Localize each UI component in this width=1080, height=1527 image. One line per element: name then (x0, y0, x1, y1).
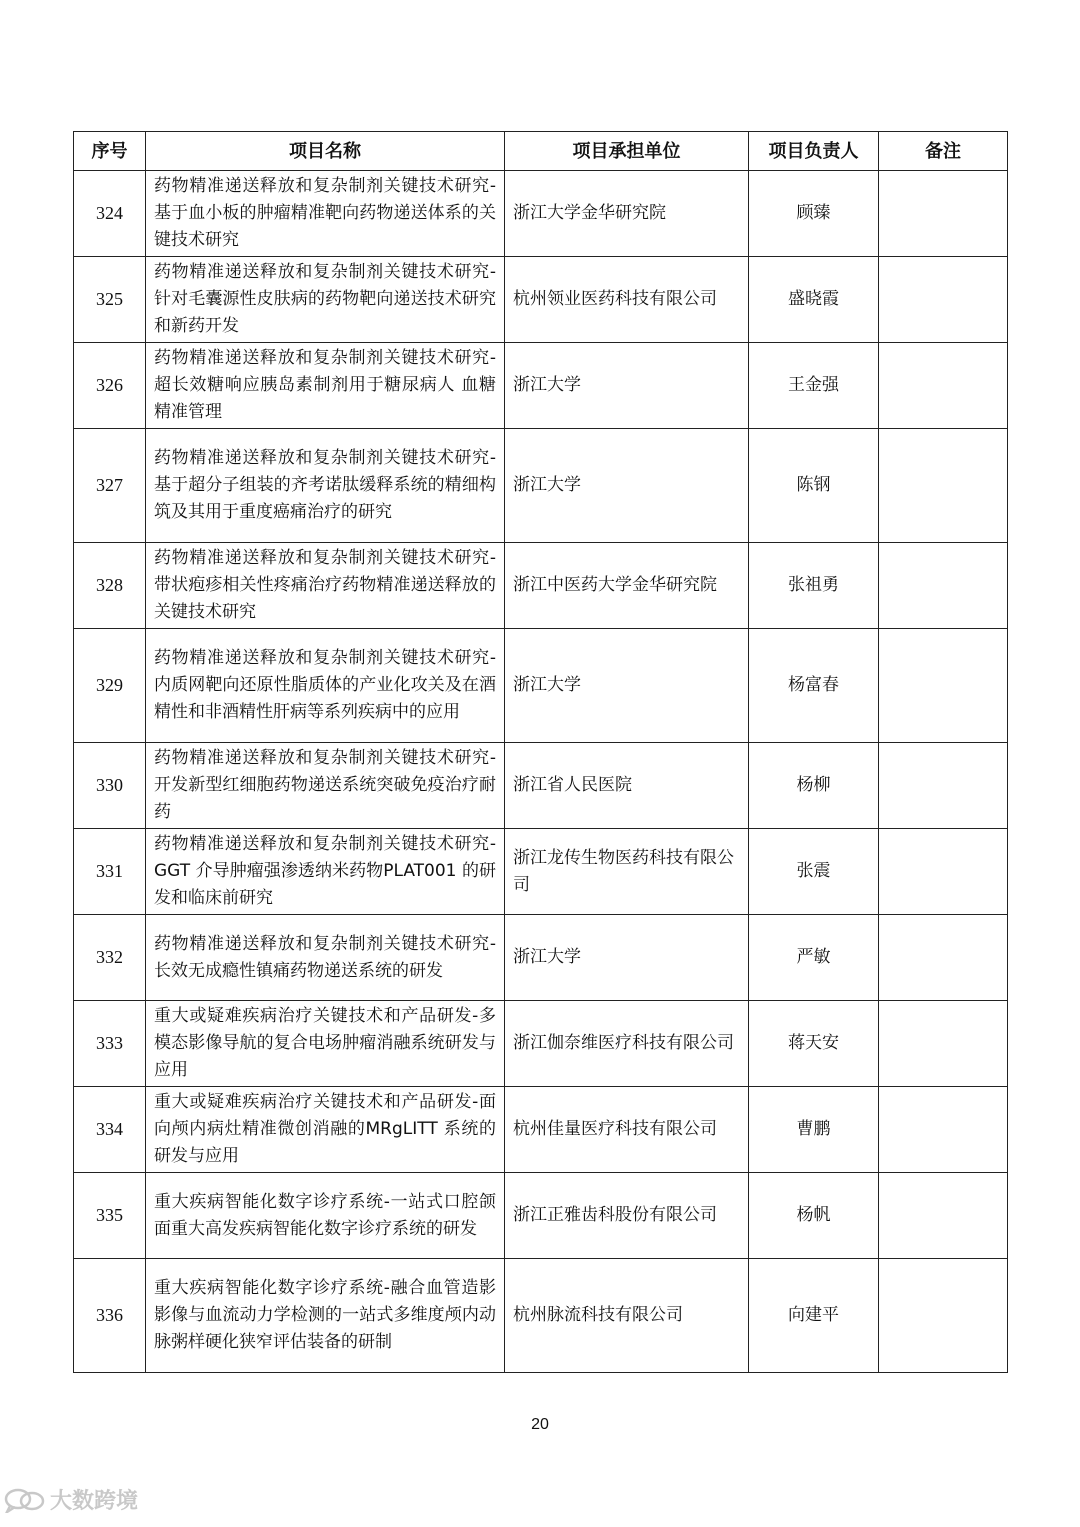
table-row (74, 343, 1008, 429)
cell-leader: 王金强 (749, 343, 879, 429)
cell-remarks (879, 543, 1008, 629)
cell-unit: 浙江大学 (505, 915, 749, 1001)
cell-serial: 336 (74, 1259, 146, 1373)
cell-remarks (879, 1259, 1008, 1373)
table-row (74, 1001, 1008, 1087)
cell-leader: 张祖勇 (749, 543, 879, 629)
cell-leader: 杨富春 (749, 629, 879, 743)
cell-project-name: 药物精准递送释放和复杂制剂关键技术研究-长效无成瘾性镇痛药物递送系统的研发 (146, 915, 505, 1001)
table-header-row (74, 132, 1008, 171)
cell-remarks (879, 343, 1008, 429)
cell-unit: 浙江大学 (505, 429, 749, 543)
cell-leader: 严敏 (749, 915, 879, 1001)
cell-unit: 浙江省人民医院 (505, 743, 749, 829)
cell-remarks (879, 629, 1008, 743)
cell-unit: 浙江龙传生物医药科技有限公司 (505, 829, 749, 915)
cell-leader: 曹鹏 (749, 1087, 879, 1173)
cell-unit: 浙江中医药大学金华研究院 (505, 543, 749, 629)
cell-project-name: 药物精准递送释放和复杂制剂关键技术研究-超长效糖响应胰岛素制剂用于糖尿病人 血糖精准管理 (146, 343, 505, 429)
cell-project-name: 药物精准递送释放和复杂制剂关键技术研究-内质网靶向还原性脂质体的产业化攻关及在酒精性和非酒精性肝病等系列疾病中的应用 (146, 629, 505, 743)
cell-unit: 杭州脉流科技有限公司 (505, 1259, 749, 1373)
watermark (4, 1484, 138, 1515)
cell-serial: 331 (74, 829, 146, 915)
table-row (74, 743, 1008, 829)
header-remarks: 备注 (879, 132, 1008, 171)
cell-project-name: 药物精准递送释放和复杂制剂关键技术研究-开发新型红细胞药物递送系统突破免疫治疗耐药 (146, 743, 505, 829)
cell-remarks (879, 1001, 1008, 1087)
cell-remarks (879, 429, 1008, 543)
cell-serial: 325 (74, 257, 146, 343)
watermark-text: 大数跨境 (50, 1489, 139, 1514)
cell-leader: 顾臻 (749, 171, 879, 257)
cell-remarks (879, 829, 1008, 915)
cell-project-name: 药物精准递送释放和复杂制剂关键技术研究-带状疱疹相关性疼痛治疗药物精准递送释放的关键技术研究 (146, 543, 505, 629)
table-row (74, 429, 1008, 543)
cell-leader: 蒋天安 (749, 1001, 879, 1087)
cell-unit: 浙江伽奈维医疗科技有限公司 (505, 1001, 749, 1087)
table-row (74, 1087, 1008, 1173)
cell-remarks (879, 1173, 1008, 1259)
cell-unit: 杭州领业医药科技有限公司 (505, 257, 749, 343)
cell-serial: 335 (74, 1173, 146, 1259)
cell-serial: 334 (74, 1087, 146, 1173)
table-row (74, 1259, 1008, 1373)
cell-serial: 328 (74, 543, 146, 629)
cell-unit: 浙江大学 (505, 629, 749, 743)
table-row (74, 915, 1008, 1001)
header-serial: 序号 (74, 132, 146, 171)
cell-unit: 杭州佳量医疗科技有限公司 (505, 1087, 749, 1173)
cell-project-name: 药物精准递送释放和复杂制剂关键技术研究-GGT 介导肿瘤强渗透纳米药物PLAT001 的研发和临床前研究 (146, 829, 505, 915)
table-row (74, 543, 1008, 629)
table-row (74, 257, 1008, 343)
cell-serial: 327 (74, 429, 146, 543)
cell-leader: 盛晓霞 (749, 257, 879, 343)
chat-bubble-logo-icon (4, 1487, 46, 1513)
cell-leader: 陈钢 (749, 429, 879, 543)
cell-project-name: 药物精准递送释放和复杂制剂关键技术研究-针对毛囊源性皮肤病的药物靶向递送技术研究和新药开发 (146, 257, 505, 343)
cell-remarks (879, 171, 1008, 257)
cell-leader: 杨帆 (749, 1173, 879, 1259)
cell-unit: 浙江正雅齿科股份有限公司 (505, 1173, 749, 1259)
project-table (73, 131, 1008, 1373)
cell-serial: 333 (74, 1001, 146, 1087)
cell-unit: 浙江大学 (505, 343, 749, 429)
cell-serial: 329 (74, 629, 146, 743)
cell-leader: 张震 (749, 829, 879, 915)
cell-serial: 330 (74, 743, 146, 829)
cell-project-name: 药物精准递送释放和复杂制剂关键技术研究-基于血小板的肿瘤精准靶向药物递送体系的关键技术研究 (146, 171, 505, 257)
page-number: 20 (531, 1416, 549, 1433)
cell-serial: 326 (74, 343, 146, 429)
cell-serial: 324 (74, 171, 146, 257)
cell-remarks (879, 915, 1008, 1001)
cell-serial: 332 (74, 915, 146, 1001)
header-project-leader: 项目负责人 (749, 132, 879, 171)
table-row (74, 1173, 1008, 1259)
cell-leader: 杨柳 (749, 743, 879, 829)
cell-leader: 向建平 (749, 1259, 879, 1373)
cell-remarks (879, 257, 1008, 343)
header-project-name: 项目名称 (146, 132, 505, 171)
table-row (74, 629, 1008, 743)
table-row (74, 829, 1008, 915)
cell-unit: 浙江大学金华研究院 (505, 171, 749, 257)
cell-project-name: 重大疾病智能化数字诊疗系统-融合血管造影影像与血流动力学检测的一站式多维度颅内动脉粥样硬化狭窄评估装备的研制 (146, 1259, 505, 1373)
cell-remarks (879, 743, 1008, 829)
header-undertaking-unit: 项目承担单位 (505, 132, 749, 171)
cell-project-name: 重大疾病智能化数字诊疗系统-一站式口腔颌面重大高发疾病智能化数字诊疗系统的研发 (146, 1173, 505, 1259)
cell-project-name: 药物精准递送释放和复杂制剂关键技术研究-基于超分子组装的齐考诺肽缓释系统的精细构筑及其用于重度癌痛治疗的研究 (146, 429, 505, 543)
table-row (74, 171, 1008, 257)
cell-project-name: 重大或疑难疾病治疗关键技术和产品研发-面向颅内病灶精准微创消融的MRgLITT 系统的研发与应用 (146, 1087, 505, 1173)
cell-remarks (879, 1087, 1008, 1173)
cell-project-name: 重大或疑难疾病治疗关键技术和产品研发-多模态影像导航的复合电场肿瘤消融系统研发与应用 (146, 1001, 505, 1087)
